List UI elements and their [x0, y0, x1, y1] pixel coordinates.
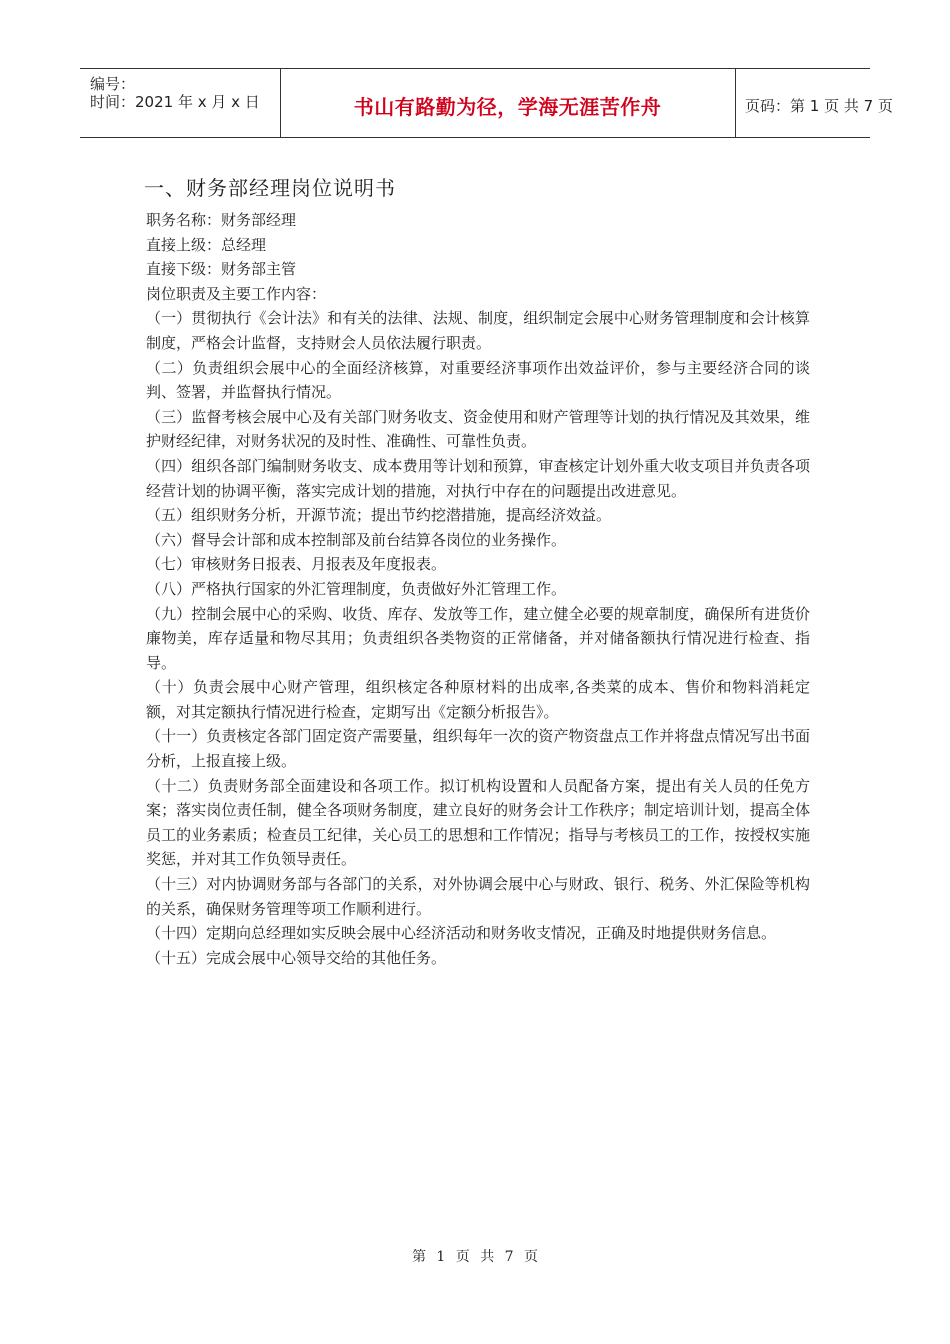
page-header — [80, 68, 893, 138]
header-page-cell — [735, 69, 893, 137]
document-title: 一、财务部经理岗位说明书 — [144, 176, 396, 200]
time-label: 时间：2021 年 x 月 x 日 — [90, 93, 260, 111]
paragraph: （六）督导会计部和成本控制部及前台结算各岗位的业务操作。 — [146, 530, 567, 549]
header-meta — [80, 69, 281, 137]
paragraph: （四）组织各部门编制财务收支、成本费用等计划和预算，审查核定计划外重大收支项目并负责各项经营计划的协调平衡，落实完成计划的措施，对执行中存在的问题提出改进意见。 — [146, 456, 810, 500]
paragraph: （十一）负责核定各部门固定资产需要量，组织每年一次的资产物资盘点工作并将盘点情况写出书面分析，上报直接上级。 — [146, 727, 810, 771]
paragraph: （五）组织财务分析，开源节流；提出节约挖潜措施，提高经济效益。 — [146, 506, 612, 525]
paragraph: （八）严格执行国家的外汇管理制度，负责做好外汇管理工作。 — [146, 579, 567, 598]
code-label: 编号： — [90, 75, 136, 93]
paragraph: （一）贯彻执行《会计法》和有关的法律、法规、制度，组织制定会展中心财务管理制度和会计核算制度，严格会计监督，支持财会人员依法履行职责。 — [146, 309, 810, 352]
page-info: 页码：第 1 页 共 7 页 — [745, 97, 893, 115]
paragraph: （三）监督考核会展中心及有关部门财务收支、资金使用和财产管理等计划的执行情况及其效果，维护财经纪律，对财务状况的及时性、准确性、可靠性负责。 — [146, 407, 810, 451]
paragraph: （十三）对内协调财务部与各部门的关系，对外协调会展中心与财政、银行、税务、外汇保险等机构的关系，确保财务管理等项工作顺利进行。 — [146, 875, 810, 918]
paragraph: （十四）定期向总经理如实反映会展中心经济活动和财务收支情况，正确及时地提供财务信息。 — [146, 924, 777, 943]
paragraph: （十）负责会展中心财产管理，组织核定各种原材料的出成率,各类菜的成本、售价和物料消耗定额，对其定额执行情况进行检查，定期写出《定额分析报告》。 — [146, 678, 810, 721]
paragraph: 岗位职责及主要工作内容： — [146, 284, 327, 303]
paragraph: （十五）完成会展中心领导交给的其他任务。 — [146, 948, 447, 967]
page-footer: 第 1 页 共 7 页 — [411, 1249, 539, 1265]
paragraph: （十二）负责财务部全面建设和各项工作。拟订机构设置和人员配备方案，提出有关人员的任免方案；落实岗位责任制，健全各项财务制度，建立良好的财务会计工作秩序；制定培训计划，提高全体员工的业务素质；检查员工纪律，关心员工的思想和工作情况；指导与考核员工的工作，按授权实施奖惩，并对其工作负领导责任。 — [146, 776, 810, 869]
motto: 书山有路勤为径，学海无涯苦作舟 — [353, 95, 662, 119]
paragraph: （二）负责组织会展中心的全面经济核算，对重要经济事项作出效益评价，参与主要经济合同的谈判、签署，并监督执行情况。 — [146, 358, 810, 402]
paragraph: 直接下级：财务部主管 — [146, 260, 297, 279]
paragraph: 职务名称：财务部经理 — [146, 211, 297, 229]
document-body — [146, 208, 810, 970]
header-motto-cell — [280, 69, 736, 137]
paragraph: （九）控制会展中心的采购、收货、库存、发放等工作，建立健全必要的规章制度，确保所有进货价廉物美，库存适量和物尽其用；负责组织各类物资的正常储备，并对储备额执行情况进行检查、指导。 — [146, 604, 810, 672]
paragraph: 直接上级：总经理 — [146, 235, 267, 254]
paragraph: （七）审核财务日报表、月报表及年度报表。 — [146, 555, 447, 574]
